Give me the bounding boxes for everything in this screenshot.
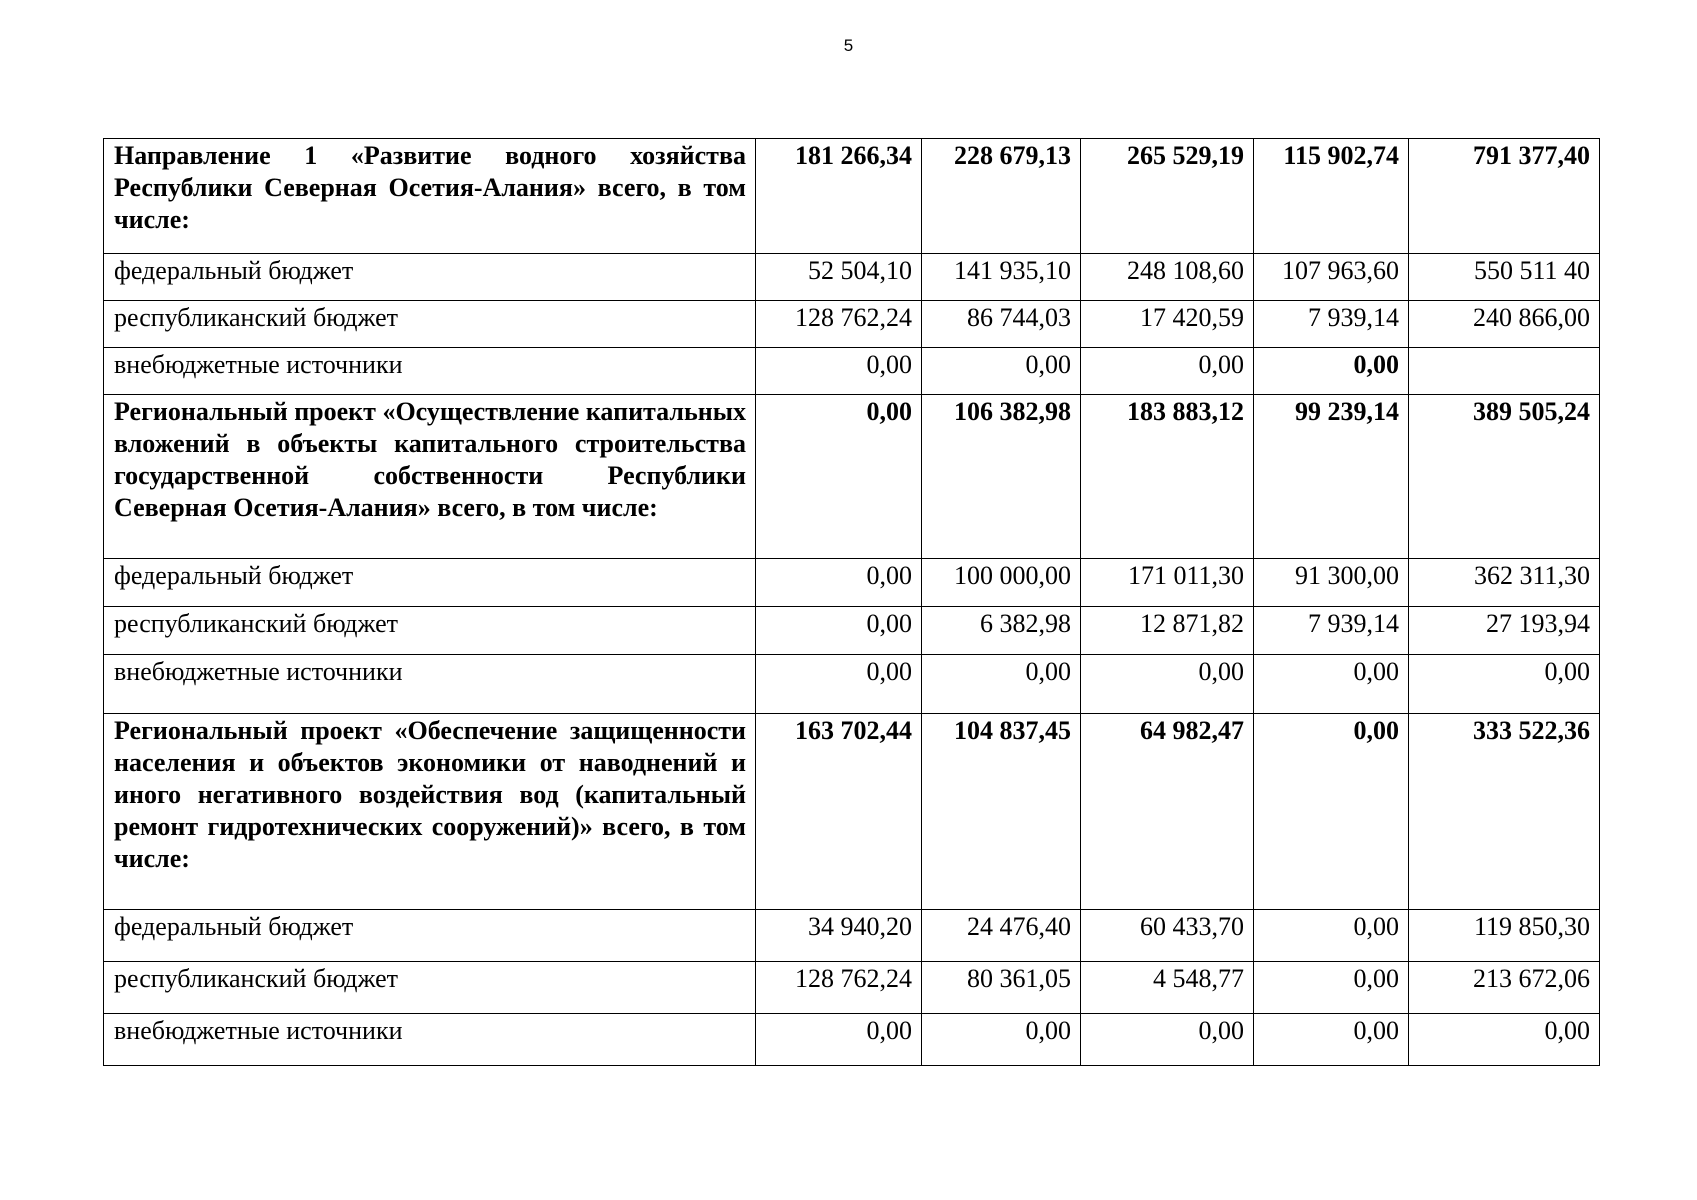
value-cell: 181 266,34 bbox=[756, 139, 922, 254]
value-cell: 4 548,77 bbox=[1081, 962, 1254, 1014]
table-row bbox=[104, 962, 1600, 1014]
value-cell: 265 529,19 bbox=[1081, 139, 1254, 254]
value-cell: 0,00 bbox=[756, 655, 922, 714]
value-cell: 791 377,40 bbox=[1409, 139, 1600, 254]
value-cell: 0,00 bbox=[1254, 348, 1409, 395]
value-cell: 99 239,14 bbox=[1254, 395, 1409, 559]
value-cell: 240 866,00 bbox=[1409, 301, 1600, 348]
value-cell: 119 850,30 bbox=[1409, 910, 1600, 962]
value-cell: 6 382,98 bbox=[922, 607, 1081, 655]
value-cell: 52 504,10 bbox=[756, 254, 922, 301]
value-cell: 0,00 bbox=[922, 655, 1081, 714]
row-label-cell: федеральный бюджет bbox=[104, 559, 756, 607]
value-cell: 0,00 bbox=[1254, 910, 1409, 962]
value-cell: 0,00 bbox=[756, 348, 922, 395]
value-cell: 60 433,70 bbox=[1081, 910, 1254, 962]
value-cell: 7 939,14 bbox=[1254, 607, 1409, 655]
value-cell: 106 382,98 bbox=[922, 395, 1081, 559]
value-cell: 64 982,47 bbox=[1081, 714, 1254, 910]
row-label-cell: республиканский бюджет bbox=[104, 962, 756, 1014]
value-cell: 0,00 bbox=[1409, 1014, 1600, 1066]
value-cell: 0,00 bbox=[1081, 1014, 1254, 1066]
row-label-cell: федеральный бюджет bbox=[104, 910, 756, 962]
value-cell: 213 672,06 bbox=[1409, 962, 1600, 1014]
value-cell: 0,00 bbox=[1254, 1014, 1409, 1066]
value-cell: 0,00 bbox=[1254, 655, 1409, 714]
value-cell: 183 883,12 bbox=[1081, 395, 1254, 559]
value-cell: 0,00 bbox=[922, 348, 1081, 395]
value-cell: 362 311,30 bbox=[1409, 559, 1600, 607]
table-row bbox=[104, 395, 1600, 559]
section-title-cell: Региональный проект «Обеспечение защищенности населения и объектов экономики от наводнений и иного негативного воздействия вод (капитальный ремонт гидротехнических сооружений)» всего, в том числе: bbox=[104, 714, 756, 910]
table-row bbox=[104, 348, 1600, 395]
value-cell: 104 837,45 bbox=[922, 714, 1081, 910]
value-cell: 0,00 bbox=[1409, 655, 1600, 714]
table-row bbox=[104, 607, 1600, 655]
table-row bbox=[104, 655, 1600, 714]
value-cell: 248 108,60 bbox=[1081, 254, 1254, 301]
value-cell: 0,00 bbox=[1081, 348, 1254, 395]
table-row bbox=[104, 1014, 1600, 1066]
table-row bbox=[104, 139, 1600, 254]
value-cell: 24 476,40 bbox=[922, 910, 1081, 962]
value-cell: 100 000,00 bbox=[922, 559, 1081, 607]
value-cell: 34 940,20 bbox=[756, 910, 922, 962]
value-cell: 17 420,59 bbox=[1081, 301, 1254, 348]
table-row bbox=[104, 559, 1600, 607]
value-cell: 27 193,94 bbox=[1409, 607, 1600, 655]
table-row bbox=[104, 714, 1600, 910]
value-cell bbox=[1409, 348, 1600, 395]
value-cell: 550 511 40 bbox=[1409, 254, 1600, 301]
value-cell: 80 361,05 bbox=[922, 962, 1081, 1014]
value-cell: 7 939,14 bbox=[1254, 301, 1409, 348]
value-cell: 91 300,00 bbox=[1254, 559, 1409, 607]
value-cell: 128 762,24 bbox=[756, 962, 922, 1014]
value-cell: 0,00 bbox=[756, 395, 922, 559]
value-cell: 171 011,30 bbox=[1081, 559, 1254, 607]
budget-table bbox=[103, 138, 1600, 1066]
value-cell: 12 871,82 bbox=[1081, 607, 1254, 655]
row-label-cell: республиканский бюджет bbox=[104, 607, 756, 655]
value-cell: 0,00 bbox=[756, 559, 922, 607]
value-cell: 0,00 bbox=[922, 1014, 1081, 1066]
value-cell: 0,00 bbox=[756, 607, 922, 655]
value-cell: 0,00 bbox=[1081, 655, 1254, 714]
page-number: 5 bbox=[843, 36, 854, 55]
value-cell: 86 744,03 bbox=[922, 301, 1081, 348]
row-label-cell: республиканский бюджет bbox=[104, 301, 756, 348]
row-label-cell: внебюджетные источники bbox=[104, 1014, 756, 1066]
value-cell: 228 679,13 bbox=[922, 139, 1081, 254]
section-title-cell: Направление 1 «Развитие водного хозяйства Республики Северная Осетия-Алания» всего, в том числе: bbox=[104, 139, 756, 254]
table-row bbox=[104, 254, 1600, 301]
value-cell: 115 902,74 bbox=[1254, 139, 1409, 254]
value-cell: 163 702,44 bbox=[756, 714, 922, 910]
section-title-cell: Региональный проект «Осуществление капитальных вложений в объекты капитального строительства государственной собственности Республики Северная Осетия-Алания» всего, в том числе: bbox=[104, 395, 756, 559]
value-cell: 0,00 bbox=[1254, 962, 1409, 1014]
table-row bbox=[104, 301, 1600, 348]
table-row bbox=[104, 910, 1600, 962]
row-label-cell: федеральный бюджет bbox=[104, 254, 756, 301]
value-cell: 0,00 bbox=[1254, 714, 1409, 910]
value-cell: 141 935,10 bbox=[922, 254, 1081, 301]
value-cell: 389 505,24 bbox=[1409, 395, 1600, 559]
value-cell: 333 522,36 bbox=[1409, 714, 1600, 910]
row-label-cell: внебюджетные источники bbox=[104, 655, 756, 714]
value-cell: 128 762,24 bbox=[756, 301, 922, 348]
row-label-cell: внебюджетные источники bbox=[104, 348, 756, 395]
value-cell: 0,00 bbox=[756, 1014, 922, 1066]
value-cell: 107 963,60 bbox=[1254, 254, 1409, 301]
